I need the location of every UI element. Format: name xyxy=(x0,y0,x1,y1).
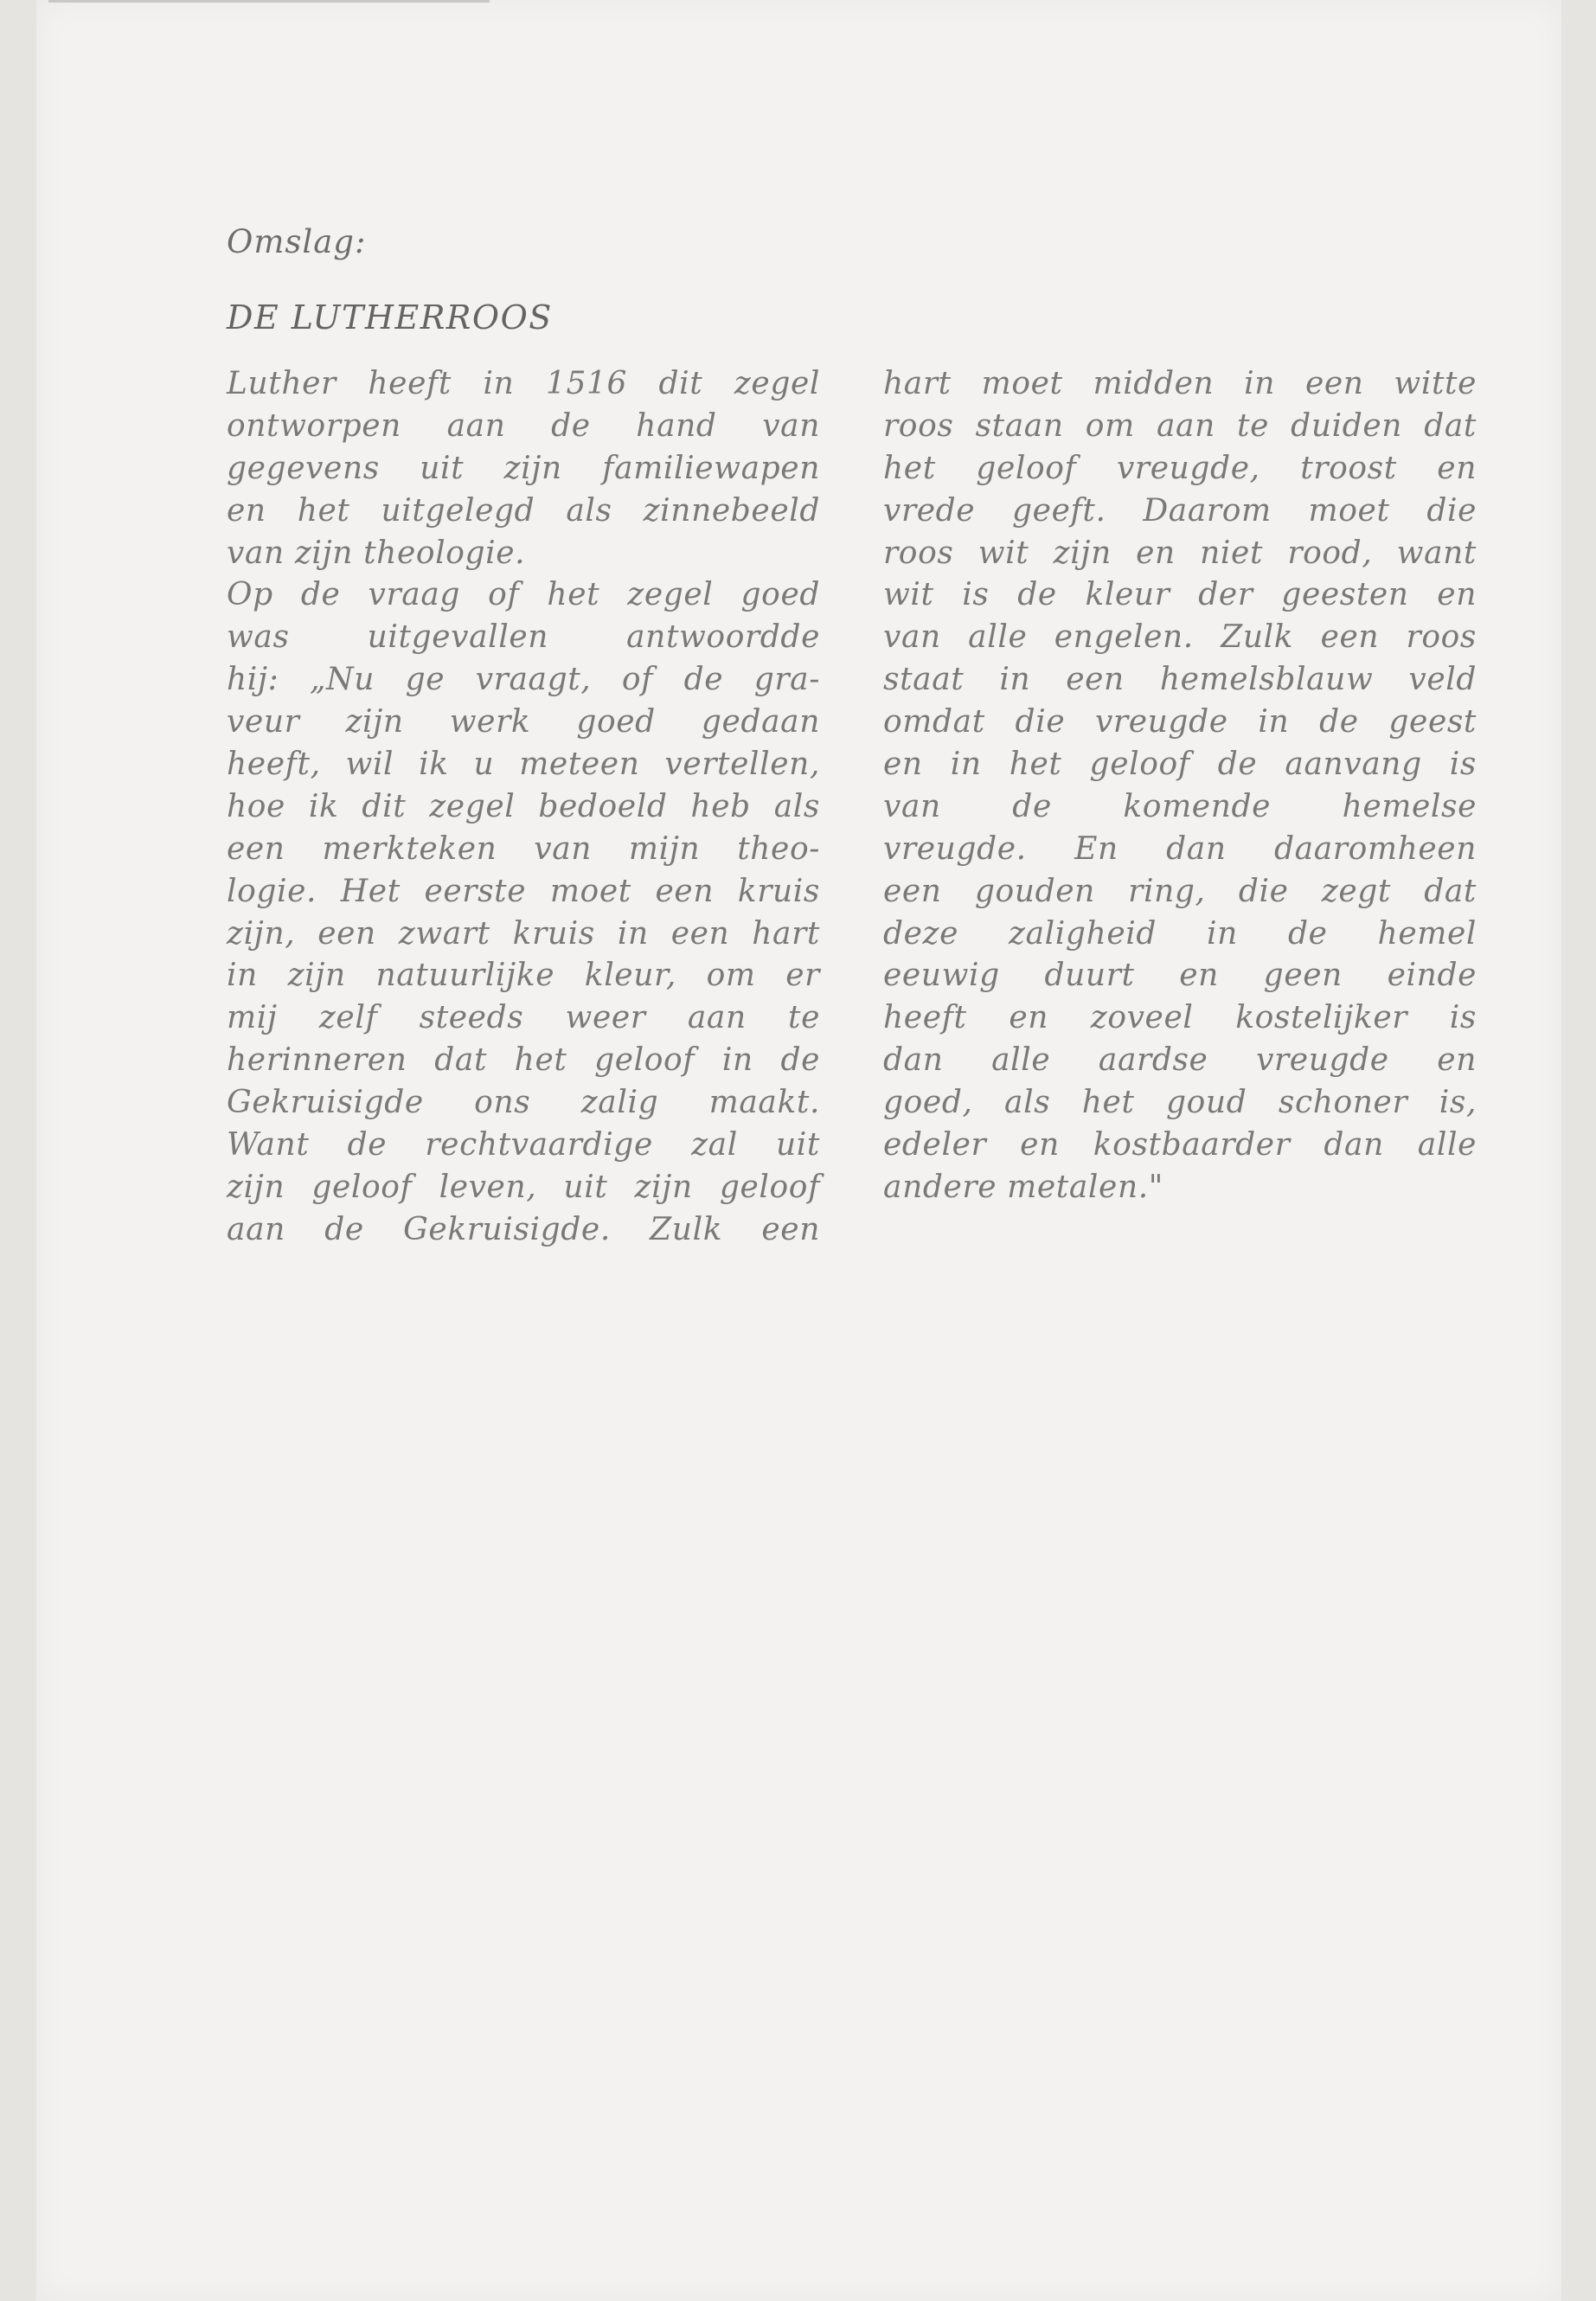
text-line: heeft, wil ik u meteen vertellen, xyxy=(227,747,820,783)
text-line: andere metalen." xyxy=(883,1169,1163,1205)
text-line: roos staan om aan te duiden dat xyxy=(883,407,1477,444)
text-line: in zijn natuurlijke kleur, om er xyxy=(227,958,820,994)
text-line: hart moet midden in een witte xyxy=(883,366,1477,401)
text-line: van de komende hemelse xyxy=(883,788,1477,824)
text-line: vreugde. En dan daaromheen xyxy=(883,830,1477,867)
text-line: was uitgevallen antwoordde xyxy=(227,619,820,656)
page-title: DE LUTHERROOS xyxy=(227,298,553,336)
left-text-column xyxy=(227,363,820,1252)
text-line: ontworpen aan de hand van xyxy=(227,407,820,444)
text-line: heeft en zoveel kostelijker is xyxy=(883,1000,1477,1036)
text-line: staat in een hemelsblauw veld xyxy=(883,662,1477,698)
text-line: aan de Gekruisigde. Zulk een xyxy=(227,1211,820,1247)
text-line: een gouden ring, die zegt dat xyxy=(883,873,1477,909)
text-line: het geloof vreugde, troost en xyxy=(883,450,1477,486)
text-line: goed, als het goud schoner is, xyxy=(883,1085,1477,1121)
text-line: mij zelf steeds weer aan te xyxy=(227,1000,820,1036)
text-line: edeler en kostbaarder dan alle xyxy=(883,1127,1477,1163)
text-line: Want de rechtvaardige zal uit xyxy=(227,1127,820,1163)
text-line: Op de vraag of het zegel goed xyxy=(227,577,820,613)
cover-label: Omslag: xyxy=(227,223,367,260)
text-line: roos wit zijn en niet rood, want xyxy=(883,535,1477,571)
text-line: eeuwig duurt en geen einde xyxy=(883,958,1477,994)
text-line: dan alle aardse vreugde en xyxy=(883,1042,1477,1079)
text-line: zijn geloof leven, uit zijn geloof xyxy=(227,1169,820,1205)
text-line: hoe ik dit zegel bedoeld heb als xyxy=(227,788,820,824)
text-line: Gekruisigde ons zalig maakt. xyxy=(227,1085,820,1121)
text-line: zijn, een zwart kruis in een hart xyxy=(227,915,820,952)
text-line: veur zijn werk goed gedaan xyxy=(227,704,820,740)
text-line: vrede geeft. Daarom moet die xyxy=(883,492,1477,529)
text-line: van alle engelen. Zulk een roos xyxy=(883,619,1477,656)
text-line: omdat die vreugde in de geest xyxy=(883,704,1477,740)
text-line: hij: „Nu ge vraagt, of de gra- xyxy=(227,662,820,698)
text-line: deze zaligheid in de hemel xyxy=(883,915,1477,952)
text-line: Luther heeft in 1516 dit zegel xyxy=(227,366,820,401)
text-line: en het uitgelegd als zinnebeeld xyxy=(227,492,820,529)
text-line: en in het geloof de aanvang is xyxy=(883,747,1477,783)
text-line: logie. Het eerste moet een kruis xyxy=(227,873,820,909)
text-line: wit is de kleur der geesten en xyxy=(883,577,1477,613)
page-edge-mark xyxy=(48,0,490,3)
text-line: een merkteken van mijn theo- xyxy=(227,830,820,867)
right-text-column xyxy=(883,363,1477,1209)
text-line: van zijn theologie. xyxy=(227,535,526,571)
text-line: gegevens uit zijn familiewapen xyxy=(227,450,820,486)
text-line: herinneren dat het geloof in de xyxy=(227,1042,820,1079)
